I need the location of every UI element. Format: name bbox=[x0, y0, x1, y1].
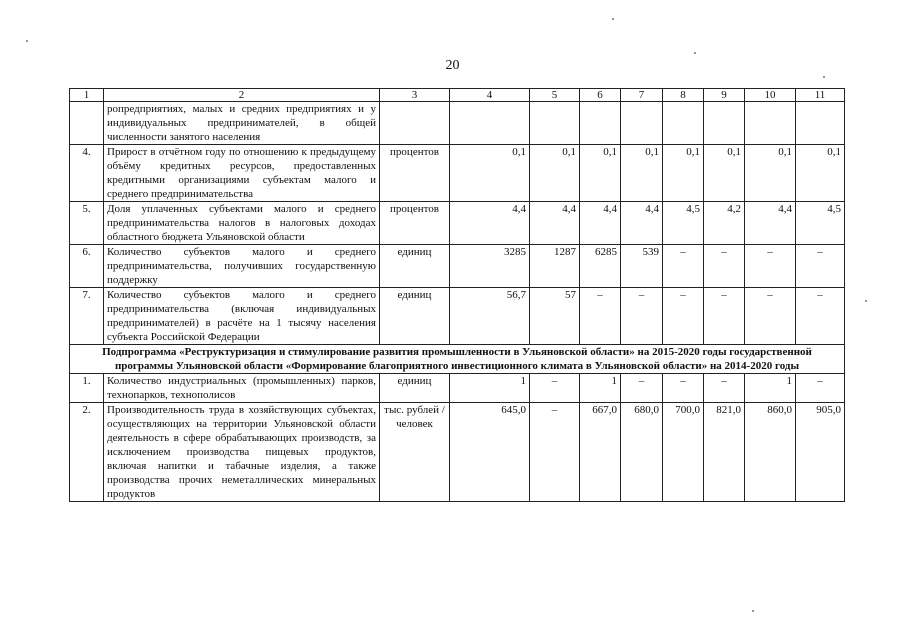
section-title: Подпрограмма «Реструктуризация и стимулирование развития промышленности в Ульяновской области» на 2015-2020 годы государственной программы Ульяновской области «Формирование благоприятного инвестиционного климата в Ульяновской области» на 2014-2020 годы bbox=[70, 345, 845, 374]
value-cell bbox=[796, 102, 845, 145]
value-cell: – bbox=[530, 374, 580, 403]
column-header: 4 bbox=[450, 89, 530, 102]
value-cell: 905,0 bbox=[796, 403, 845, 502]
column-header: 10 bbox=[745, 89, 796, 102]
table-row bbox=[70, 374, 845, 403]
value-cell: 0,1 bbox=[796, 145, 845, 202]
table-row bbox=[70, 102, 845, 145]
value-cell: 860,0 bbox=[745, 403, 796, 502]
unit-of-measure bbox=[380, 102, 450, 145]
indicator-name: Доля уплаченных субъектами малого и среднего предпринимательства налогов в налоговых доходах областного бюджета Ульяновской области bbox=[104, 202, 380, 245]
value-cell: 539 bbox=[621, 245, 663, 288]
value-cell bbox=[530, 102, 580, 145]
column-header: 7 bbox=[621, 89, 663, 102]
unit-of-measure: единиц bbox=[380, 374, 450, 403]
value-cell: – bbox=[745, 288, 796, 345]
value-cell: 0,1 bbox=[704, 145, 745, 202]
value-cell: – bbox=[621, 374, 663, 403]
row-number: 4. bbox=[70, 145, 104, 202]
value-cell: 4,4 bbox=[621, 202, 663, 245]
value-cell: 6285 bbox=[580, 245, 621, 288]
indicator-name: Количество субъектов малого и среднего предпринимательства, получивших государственную поддержку bbox=[104, 245, 380, 288]
row-number: 7. bbox=[70, 288, 104, 345]
value-cell: 4,4 bbox=[530, 202, 580, 245]
table-row bbox=[70, 145, 845, 202]
unit-of-measure: процентов bbox=[380, 202, 450, 245]
table-row bbox=[70, 403, 845, 502]
table-row bbox=[70, 288, 845, 345]
page-number: 20 bbox=[445, 58, 460, 73]
value-cell: 0,1 bbox=[621, 145, 663, 202]
value-cell: 1287 bbox=[530, 245, 580, 288]
value-cell: 4,4 bbox=[580, 202, 621, 245]
row-number: 2. bbox=[70, 403, 104, 502]
scan-speck bbox=[612, 18, 614, 20]
value-cell bbox=[580, 102, 621, 145]
unit-of-measure: процентов bbox=[380, 145, 450, 202]
column-header: 1 bbox=[70, 89, 104, 102]
value-cell: – bbox=[621, 288, 663, 345]
value-cell: – bbox=[704, 374, 745, 403]
value-cell: 57 bbox=[530, 288, 580, 345]
indicator-name: Производительность труда в хозяйствующих субъектах, осуществляющих на территории Ульяновской области деятельность в сфере обрабатывающих производств, за исключением производства пищевых продуктов, включая напитки и табачные изделия, а также производства прочих неметаллических минеральных продуктов bbox=[104, 403, 380, 502]
value-cell: 0,1 bbox=[663, 145, 704, 202]
value-cell: 4,5 bbox=[796, 202, 845, 245]
value-cell: 4,4 bbox=[450, 202, 530, 245]
indicator-name: Прирост в отчётном году по отношению к предыдущему объёму кредитных ресурсов, предоставленных кредитными организациями субъектам малого и среднего предпринимательства bbox=[104, 145, 380, 202]
value-cell: – bbox=[663, 245, 704, 288]
scan-speck bbox=[26, 40, 28, 42]
indicators-table bbox=[69, 88, 845, 502]
column-header: 9 bbox=[704, 89, 745, 102]
table-row bbox=[70, 202, 845, 245]
value-cell: – bbox=[663, 288, 704, 345]
value-cell: – bbox=[796, 288, 845, 345]
row-number: 1. bbox=[70, 374, 104, 403]
value-cell: – bbox=[530, 403, 580, 502]
scan-speck bbox=[752, 610, 754, 612]
indicator-name: Количество индустриальных (промышленных) парков, технопарков, технополисов bbox=[104, 374, 380, 403]
value-cell: – bbox=[663, 374, 704, 403]
value-cell bbox=[663, 102, 704, 145]
value-cell: 1 bbox=[450, 374, 530, 403]
indicator-name: ропредприятиях, малых и средних предприятиях и у индивидуальных предпринимателей, в общей численности занятого населения bbox=[104, 102, 380, 145]
value-cell: – bbox=[745, 245, 796, 288]
value-cell bbox=[704, 102, 745, 145]
value-cell: 4,5 bbox=[663, 202, 704, 245]
scan-speck bbox=[694, 52, 696, 54]
column-header: 11 bbox=[796, 89, 845, 102]
value-cell: 700,0 bbox=[663, 403, 704, 502]
value-cell bbox=[450, 102, 530, 145]
column-header: 8 bbox=[663, 89, 704, 102]
column-header: 2 bbox=[104, 89, 380, 102]
value-cell bbox=[745, 102, 796, 145]
value-cell: – bbox=[580, 288, 621, 345]
value-cell: 667,0 bbox=[580, 403, 621, 502]
value-cell: 1 bbox=[580, 374, 621, 403]
unit-of-measure: тыс. рублей / человек bbox=[380, 403, 450, 502]
value-cell: 680,0 bbox=[621, 403, 663, 502]
value-cell: 0,1 bbox=[530, 145, 580, 202]
value-cell: 1 bbox=[745, 374, 796, 403]
column-header: 5 bbox=[530, 89, 580, 102]
section-row bbox=[70, 345, 845, 374]
unit-of-measure: единиц bbox=[380, 288, 450, 345]
value-cell: 0,1 bbox=[580, 145, 621, 202]
column-number-row bbox=[70, 89, 845, 102]
value-cell: 0,1 bbox=[745, 145, 796, 202]
column-header: 3 bbox=[380, 89, 450, 102]
value-cell: 4,2 bbox=[704, 202, 745, 245]
value-cell: – bbox=[704, 245, 745, 288]
value-cell: 645,0 bbox=[450, 403, 530, 502]
indicator-name: Количество субъектов малого и среднего предпринимательства (включая индивидуальных предпринимателей) в расчёте на 1 тысячу населения субъекта Российской Федерации bbox=[104, 288, 380, 345]
value-cell: – bbox=[796, 374, 845, 403]
value-cell: 0,1 bbox=[450, 145, 530, 202]
value-cell bbox=[621, 102, 663, 145]
row-number: 5. bbox=[70, 202, 104, 245]
row-number bbox=[70, 102, 104, 145]
scan-speck bbox=[823, 76, 825, 78]
value-cell: 3285 bbox=[450, 245, 530, 288]
value-cell: 56,7 bbox=[450, 288, 530, 345]
scan-speck bbox=[865, 300, 867, 302]
value-cell: – bbox=[796, 245, 845, 288]
column-header: 6 bbox=[580, 89, 621, 102]
value-cell: 821,0 bbox=[704, 403, 745, 502]
unit-of-measure: единиц bbox=[380, 245, 450, 288]
row-number: 6. bbox=[70, 245, 104, 288]
value-cell: – bbox=[704, 288, 745, 345]
value-cell: 4,4 bbox=[745, 202, 796, 245]
table-row bbox=[70, 245, 845, 288]
